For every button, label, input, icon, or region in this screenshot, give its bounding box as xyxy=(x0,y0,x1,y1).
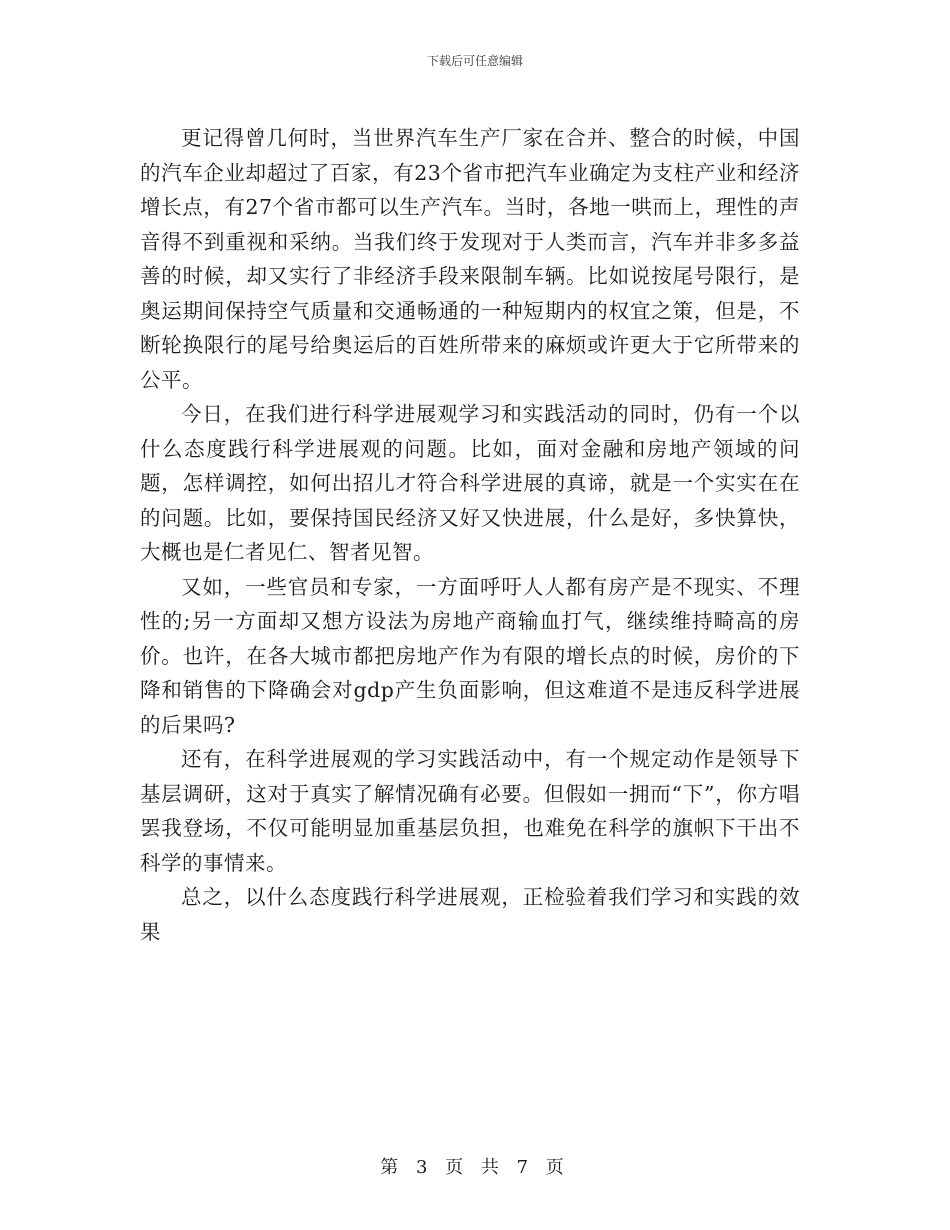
paragraph-2: 今日，在我们进行科学进展观学习和实践活动的同时，仍有一个以什么态度践行科学进展观的问题。比如，面对金融和房地产领域的问题，怎样调控，如何出招儿才符合科学进展的真谛，就是一个实实在在的问题。比如，要保持国民经济又好又快进展，什么是好，多快算快，大概也是仁者见仁、智者见智。 xyxy=(140,402,800,564)
paragraph-4: 还有，在科学进展观的学习实践活动中，有一个规定动作是领导下基层调研，这对于真实了解情况确有必要。但假如一拥而“下”，你方唱罢我登场，不仅可能明显加重基层负担，也难免在科学的旗帜下干出不科学的事情来。 xyxy=(140,747,800,875)
paragraph-3: 又如，一些官员和专家，一方面呼吁人人都有房产是不现实、不理性的;另一方面却又想方设法为房地产商输血打气，继续维持畸高的房价。也许，在各大城市都把房地产作为有限的增长点的时候，房价的下降和销售的下降确会对gdp产生负面影响，但这难道不是违反科学进展的后果吗? xyxy=(140,574,800,737)
page-header-note: 下载后可任意编辑 xyxy=(426,54,523,68)
paragraph-1: 更记得曾几何时，当世界汽车生产厂家在合并、整合的时候，中国的汽车企业却超过了百家，有23个省市把汽车业确定为支柱产业和经济增长点，有27个省市都可以生产汽车。当时，各地一哄而上，理性的声音得不到重视和采纳。当我们终于发现对于人类而言，汽车并非多多益善的时候，却又实行了非经济手段来限制车辆。比如说按尾号限行，是奥运期间保持空气质量和交通畅通的一种短期内的权宜之策，但是，不断轮换限行的尾号给奥运后的百姓所带来的麻烦或许更大于它所带来的公平。 xyxy=(140,126,800,392)
document-body xyxy=(140,121,800,949)
paragraph-5: 总之，以什么态度践行科学进展观，正检验着我们学习和实践的效果 xyxy=(140,885,800,944)
page-number-footer: 第 3 页 共 7 页 xyxy=(380,1157,570,1178)
